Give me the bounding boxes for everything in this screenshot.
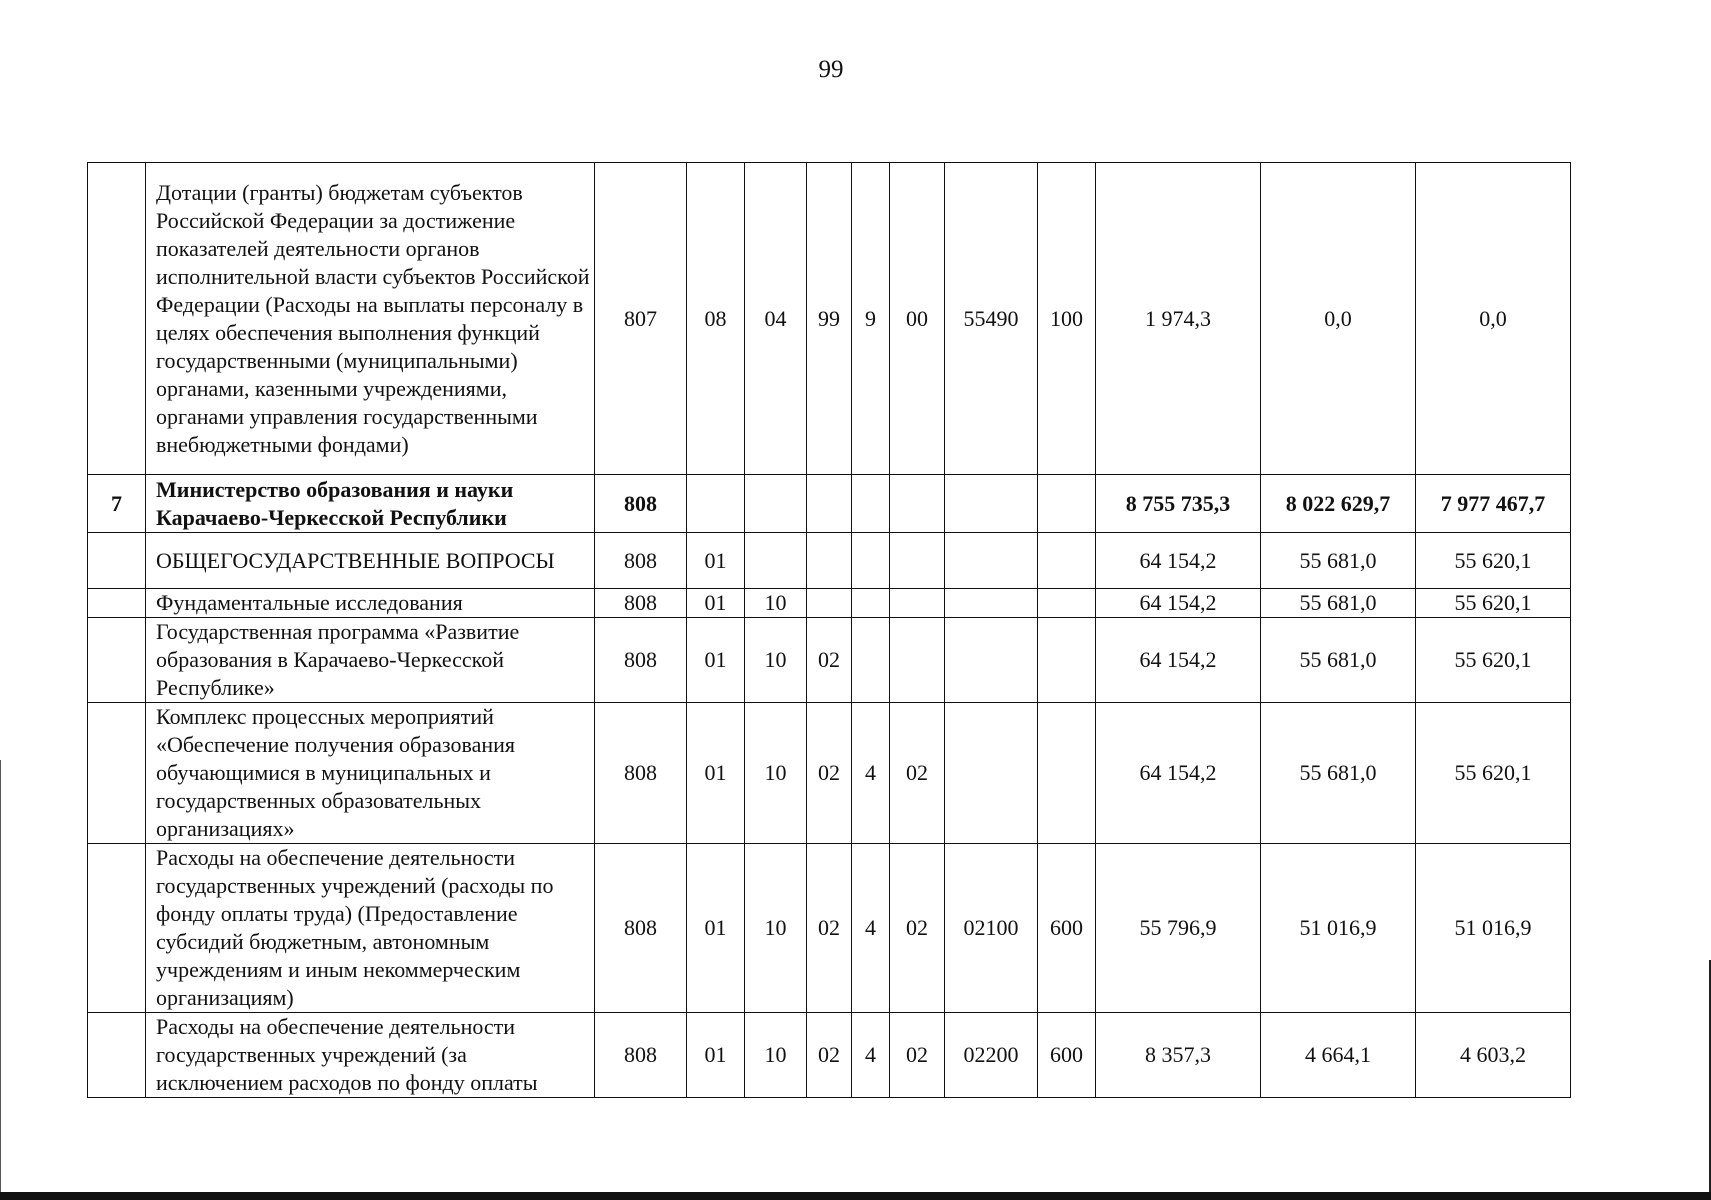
amount-year-3: 4 603,2 bbox=[1416, 1013, 1571, 1098]
amount-year-1: 1 974,3 bbox=[1096, 163, 1261, 475]
code-program: 02 bbox=[807, 703, 852, 844]
code-ministry: 807 bbox=[595, 163, 687, 475]
code-ministry: 808 bbox=[595, 533, 687, 589]
page-number: 99 bbox=[818, 56, 844, 83]
amount-year-1: 64 154,2 bbox=[1096, 618, 1261, 703]
code-section: 01 bbox=[687, 703, 745, 844]
code-section: 01 bbox=[687, 533, 745, 589]
code-expense-type bbox=[1038, 589, 1096, 618]
code-direction: 02100 bbox=[945, 844, 1038, 1013]
code-complex bbox=[890, 533, 945, 589]
code-direction: 55490 bbox=[945, 163, 1038, 475]
code-ministry: 808 bbox=[595, 1013, 687, 1098]
amount-year-3: 55 620,1 bbox=[1416, 618, 1571, 703]
code-ministry: 808 bbox=[595, 703, 687, 844]
table-row bbox=[88, 703, 1571, 844]
code-program: 02 bbox=[807, 618, 852, 703]
code-direction bbox=[945, 703, 1038, 844]
amount-year-2: 55 681,0 bbox=[1261, 703, 1416, 844]
code-expense-type bbox=[1038, 618, 1096, 703]
code-program: 02 bbox=[807, 1013, 852, 1098]
expense-name: Государственная программа «Развитие образования в Карачаево-Черкесской Республике» bbox=[146, 618, 595, 703]
code-ministry: 808 bbox=[595, 844, 687, 1013]
table-row bbox=[88, 163, 1571, 475]
code-expense-type bbox=[1038, 475, 1096, 533]
code-complex: 00 bbox=[890, 163, 945, 475]
code-expense-type bbox=[1038, 533, 1096, 589]
table-row bbox=[88, 1013, 1571, 1098]
code-program-type: 4 bbox=[852, 703, 890, 844]
code-direction bbox=[945, 475, 1038, 533]
code-section: 01 bbox=[687, 618, 745, 703]
amount-year-2: 55 681,0 bbox=[1261, 533, 1416, 589]
amount-year-1: 55 796,9 bbox=[1096, 844, 1261, 1013]
code-program bbox=[807, 589, 852, 618]
row-number bbox=[88, 618, 146, 703]
code-complex: 02 bbox=[890, 844, 945, 1013]
row-number bbox=[88, 844, 146, 1013]
expense-name: Дотации (гранты) бюджетам субъектов Российской Федерации за достижение показателей деятельности органов исполнительной власти субъектов Российской Федерации (Расходы на выплаты персоналу в целях обеспечения выполнения функций государственными (муниципальными) органами, казенными учреждениями, органами управления государственными внебюджетными фондами) bbox=[146, 163, 595, 475]
expense-name: Министерство образования и науки Карачаево-Черкесской Республики bbox=[146, 475, 595, 533]
code-subsection: 10 bbox=[745, 618, 807, 703]
code-expense-type: 600 bbox=[1038, 844, 1096, 1013]
expense-name: Расходы на обеспечение деятельности государственных учреждений (за исключением расходов по фонду оплаты bbox=[146, 1013, 595, 1098]
code-program-type: 4 bbox=[852, 844, 890, 1013]
code-section: 01 bbox=[687, 844, 745, 1013]
code-subsection: 04 bbox=[745, 163, 807, 475]
code-direction bbox=[945, 533, 1038, 589]
code-subsection: 10 bbox=[745, 844, 807, 1013]
budget-table bbox=[87, 162, 1571, 1098]
amount-year-3: 7 977 467,7 bbox=[1416, 475, 1571, 533]
amount-year-1: 64 154,2 bbox=[1096, 589, 1261, 618]
code-section bbox=[687, 475, 745, 533]
code-program-type bbox=[852, 533, 890, 589]
code-complex: 02 bbox=[890, 1013, 945, 1098]
code-direction bbox=[945, 618, 1038, 703]
amount-year-2: 55 681,0 bbox=[1261, 618, 1416, 703]
expense-name: Фундаментальные исследования bbox=[146, 589, 595, 618]
code-ministry: 808 bbox=[595, 618, 687, 703]
amount-year-2: 4 664,1 bbox=[1261, 1013, 1416, 1098]
row-number bbox=[88, 1013, 146, 1098]
code-program bbox=[807, 475, 852, 533]
code-direction bbox=[945, 589, 1038, 618]
amount-year-2: 8 022 629,7 bbox=[1261, 475, 1416, 533]
code-complex bbox=[890, 475, 945, 533]
table-row bbox=[88, 475, 1571, 533]
table-row bbox=[88, 533, 1571, 589]
code-subsection: 10 bbox=[745, 589, 807, 618]
amount-year-3: 0,0 bbox=[1416, 163, 1571, 475]
code-ministry: 808 bbox=[595, 475, 687, 533]
amount-year-3: 55 620,1 bbox=[1416, 703, 1571, 844]
row-number bbox=[88, 589, 146, 618]
code-complex bbox=[890, 589, 945, 618]
code-subsection: 10 bbox=[745, 1013, 807, 1098]
table-row bbox=[88, 844, 1571, 1013]
expense-name: Расходы на обеспечение деятельности государственных учреждений (расходы по фонду оплаты труда) (Предоставление субсидий бюджетным, автономным учреждениям и иным некоммерческим организациям) bbox=[146, 844, 595, 1013]
row-number bbox=[88, 703, 146, 844]
code-complex bbox=[890, 618, 945, 703]
code-program-type: 9 bbox=[852, 163, 890, 475]
code-section: 08 bbox=[687, 163, 745, 475]
amount-year-3: 55 620,1 bbox=[1416, 589, 1571, 618]
scan-edge-left bbox=[0, 760, 1, 1200]
code-complex: 02 bbox=[890, 703, 945, 844]
code-section: 01 bbox=[687, 1013, 745, 1098]
code-direction: 02200 bbox=[945, 1013, 1038, 1098]
code-expense-type: 100 bbox=[1038, 163, 1096, 475]
row-number bbox=[88, 163, 146, 475]
amount-year-1: 8 357,3 bbox=[1096, 1013, 1261, 1098]
code-program: 99 bbox=[807, 163, 852, 475]
expense-name: Комплекс процессных мероприятий «Обеспечение получения образования обучающимися в муниципальных и государственных образовательных организациях» bbox=[146, 703, 595, 844]
code-program-type bbox=[852, 618, 890, 703]
code-program: 02 bbox=[807, 844, 852, 1013]
amount-year-1: 64 154,2 bbox=[1096, 533, 1261, 589]
code-subsection bbox=[745, 533, 807, 589]
table-row bbox=[88, 589, 1571, 618]
expense-name: ОБЩЕГОСУДАРСТВЕННЫЕ ВОПРОСЫ bbox=[146, 533, 595, 589]
row-number bbox=[88, 533, 146, 589]
code-expense-type: 600 bbox=[1038, 1013, 1096, 1098]
code-program-type bbox=[852, 475, 890, 533]
amount-year-3: 55 620,1 bbox=[1416, 533, 1571, 589]
row-number: 7 bbox=[88, 475, 146, 533]
code-ministry: 808 bbox=[595, 589, 687, 618]
amount-year-1: 8 755 735,3 bbox=[1096, 475, 1261, 533]
amount-year-1: 64 154,2 bbox=[1096, 703, 1261, 844]
code-subsection bbox=[745, 475, 807, 533]
scan-edge-bottom bbox=[0, 1192, 1711, 1200]
code-program-type bbox=[852, 589, 890, 618]
code-program bbox=[807, 533, 852, 589]
code-section: 01 bbox=[687, 589, 745, 618]
code-subsection: 10 bbox=[745, 703, 807, 844]
amount-year-2: 0,0 bbox=[1261, 163, 1416, 475]
amount-year-3: 51 016,9 bbox=[1416, 844, 1571, 1013]
code-expense-type bbox=[1038, 703, 1096, 844]
amount-year-2: 51 016,9 bbox=[1261, 844, 1416, 1013]
code-program-type: 4 bbox=[852, 1013, 890, 1098]
amount-year-2: 55 681,0 bbox=[1261, 589, 1416, 618]
table-row bbox=[88, 618, 1571, 703]
